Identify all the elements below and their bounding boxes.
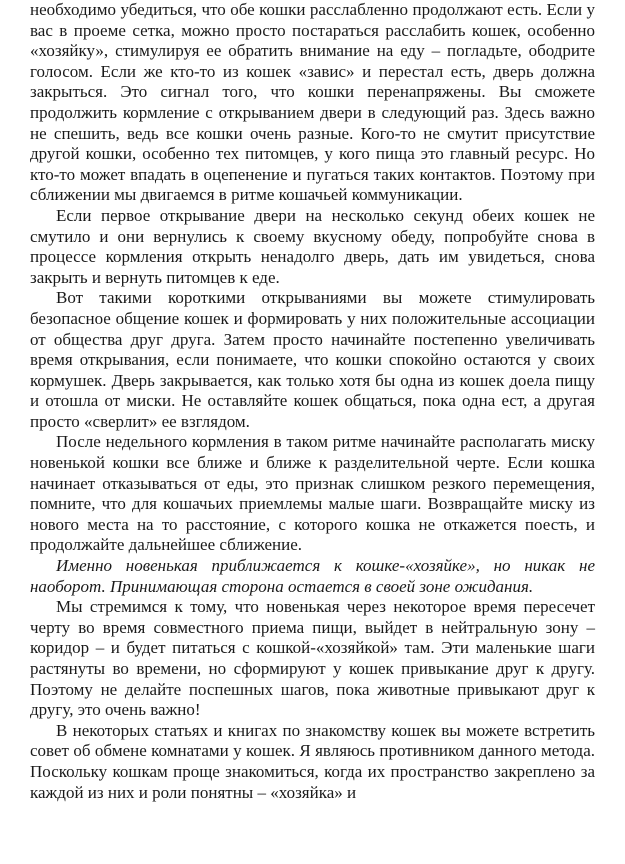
paragraph: Вот такими короткими открываниями вы можете стимулировать безопасное общение кошек и формировать у них положительные ассоциации от общества друг друга. Затем просто начинайте постепенно увеличивать время открывания, если понимаете, что кошки спокойно остаются у своих кормушек. Дверь закрывается, как только хотя бы одна из кошек доела пищу и отошла от миски. Не оставляйте кошек общаться, пока одна ест, а другая просто «сверлит» ее взглядом.	[30, 288, 595, 431]
paragraph: В некоторых статьях и книгах по знакомству кошек вы можете встретить совет об обмене комнатами у кошек. Я являюсь противником данного метода. Поскольку кошкам проще знакомиться, когда их пространство закреплено за каждой из них и роли понятны – «хозяйка» и	[30, 720, 595, 802]
paragraph: необходимо убедиться, что обе кошки расслабленно продолжают есть. Если у вас в проеме сетка, можно просто постараться расслабить кошек, особенно «хозяйку», стимулируя ее обратить внимание на еду – погладьте, ободрите голосом. Если же кто-то из кошек «завис» и перестал есть, дверь должна закрыться. Это сигнал того, что кошки перенапряжены. Вы сможете продолжить кормление с открыванием двери в следующий раз. Здесь важно не спешить, ведь все кошки очень разные. Кого-то не смутит присутствие другой кошки, особенно тех питомцев, у кого пища это главный ресурс. Но кто-то может впадать в оцепенение и пугаться таких контактов. Поэтому при сближении мы двигаемся в ритме кошачьей коммуникации.	[30, 0, 595, 205]
paragraph: Мы стремимся к тому, что новенькая через некоторое время пересечет черту во время совместного приема пищи, выйдет в нейтральную зону – коридор – и будет питаться с кошкой-«хозяйкой» там. Эти маленькие шаги растянуты во времени, но сформируют у кошек привыкание друг к другу. Поэтому не делайте поспешных шагов, пока животные привыкают друг к другу, это очень важно!	[30, 597, 595, 720]
emphasized-paragraph: Именно новенькая приближается к кошке-«хозяйке», но никак не наоборот. Принимающая сторона остается в своей зоне ожидания.	[30, 556, 595, 596]
paragraph: После недельного кормления в таком ритме начинайте располагать миску новенькой кошки все ближе и ближе к разделительной черте. Если кошка начинает отказываться от еды, это признак слишком резкого перемещения, помните, что для кошачьих приемлемы малые шаги. Возвращайте миску из нового места на то расстояние, с которого кошка не откажется поесть, и продолжайте дальнейшее сближение.	[30, 432, 595, 555]
paragraph: Если первое открывание двери на несколько секунд обеих кошек не смутило и они вернулись к своему вкусному обеду, попробуйте снова в процессе кормления открыть ненадолго дверь, дать им увидеться, снова закрыть и вернуть питомцев к еде.	[30, 205, 595, 287]
